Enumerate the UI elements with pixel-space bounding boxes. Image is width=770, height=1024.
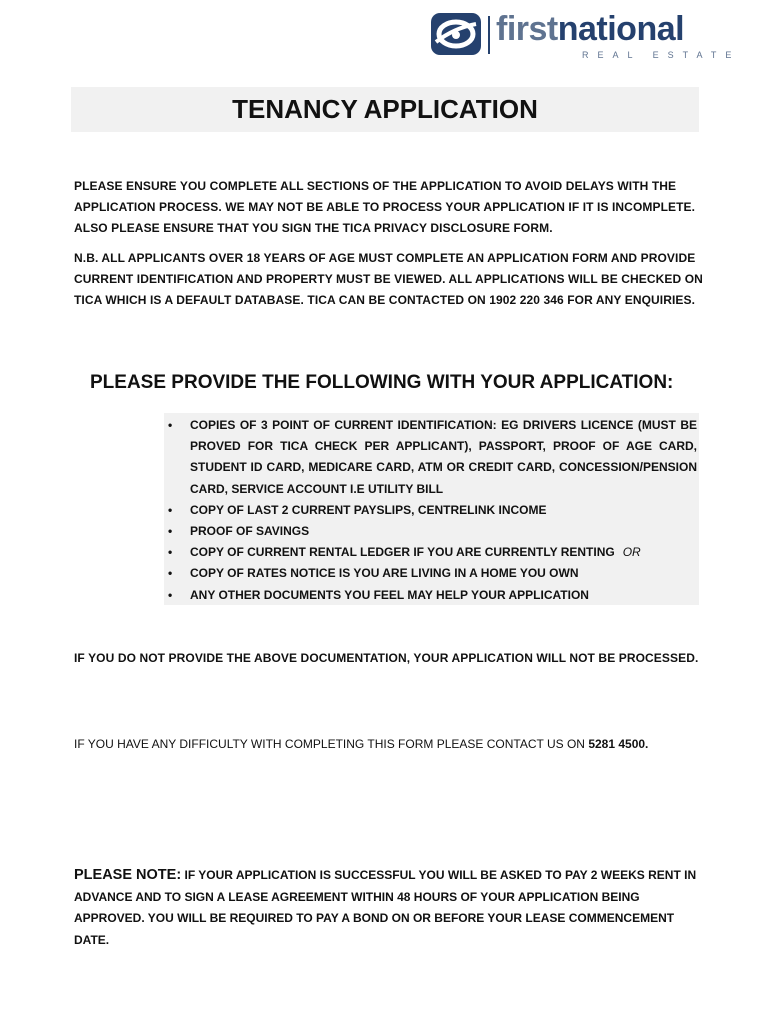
- note-text: IF YOUR APPLICATION IS SUCCESSFUL YOU WILL BE ASKED TO PAY 2 WEEKS RENT IN ADVANCE AND TO SIGN A LEASE AGREEMENT WITHIN 48 HOURS OF YOUR APPLICATION BEING APPROVED. YOU WILL BE REQUIRED TO PAY A BOND ON OR BEFORE YOUR LEASE COMMENCEMENT DATE.: [74, 868, 697, 947]
- bullet-icon: •: [168, 502, 173, 517]
- contact-line: [74, 734, 648, 755]
- page-title: TENANCY APPLICATION: [71, 87, 699, 132]
- logo-word-first: first: [496, 10, 558, 48]
- list-item: [164, 521, 699, 542]
- or-label: OR: [622, 545, 641, 560]
- bullet-icon: •: [168, 545, 173, 560]
- documents-box: [164, 413, 699, 605]
- list-item: [164, 542, 699, 563]
- note-paragraph: [74, 865, 706, 951]
- document-text: PROOF OF SAVINGS: [190, 524, 310, 539]
- bullet-icon: •: [168, 418, 173, 432]
- note-label: PLEASE NOTE:: [74, 867, 182, 883]
- bullet-icon: •: [168, 524, 173, 539]
- logo-wordmark: [496, 10, 684, 49]
- company-logo: [430, 10, 741, 60]
- logo-subtitle: REAL ESTATE: [582, 50, 741, 60]
- document-text: COPIES OF 3 POINT OF CURRENT IDENTIFICATION: EG DRIVERS LICENCE (MUST BE PROVED FOR TICA CHECK PER APPLICANT), PASSPORT, PROOF OF AGE CARD, STUDENT ID CARD, MEDICARE CARD, ATM OR CREDIT CARD, CONCESSION/PENSION CARD, SERVICE ACCOUNT I.E UTILITY BILL: [190, 418, 697, 496]
- intro-paragraph: PLEASE ENSURE YOU COMPLETE ALL SECTIONS OF THE APPLICATION TO AVOID DELAYS WITH THE APPLICATION PROCESS. WE MAY NOT BE ABLE TO PROCESS YOUR APPLICATION IF IT IS INCOMPLETE. ALSO PLEASE ENSURE THAT YOU SIGN THE TICA PRIVACY DISCLOSURE FORM.: [74, 179, 696, 235]
- logo-divider: [488, 16, 490, 54]
- bullet-icon: •: [168, 587, 173, 602]
- document-text: COPY OF LAST 2 CURRENT PAYSLIPS, CENTRELINK INCOME: [190, 502, 547, 517]
- list-item: [164, 415, 699, 500]
- list-item: [164, 563, 699, 584]
- warning-paragraph: IF YOU DO NOT PROVIDE THE ABOVE DOCUMENTATION, YOUR APPLICATION WILL NOT BE PROCESSED.: [74, 651, 699, 665]
- list-item: [164, 585, 699, 606]
- logo-word-national: national: [557, 10, 685, 48]
- list-item: [164, 500, 699, 521]
- bullet-icon: •: [168, 566, 173, 581]
- contact-number: 5281 4500.: [588, 737, 649, 751]
- document-text: COPY OF CURRENT RENTAL LEDGER IF YOU ARE CURRENTLY RENTING: [190, 545, 615, 560]
- nb-paragraph: N.B. ALL APPLICANTS OVER 18 YEARS OF AGE MUST COMPLETE AN APPLICATION FORM AND PROVIDE CURRENT IDENTIFICATION AND PROPERTY MUST BE VIEWED. ALL APPLICATIONS WILL BE CHECKED ON TICA WHICH IS A DEFAULT DATABASE. TICA CAN BE CONTACTED ON 1902 220 346 FOR ANY ENQUIRIES.: [74, 251, 703, 307]
- logo-mark-icon: [430, 12, 482, 56]
- contact-text: IF YOU HAVE ANY DIFFICULTY WITH COMPLETING THIS FORM PLEASE CONTACT US ON: [74, 737, 585, 751]
- document-text: ANY OTHER DOCUMENTS YOU FEEL MAY HELP YOUR APPLICATION: [190, 587, 589, 602]
- documents-list: [164, 413, 699, 606]
- provide-heading: PLEASE PROVIDE THE FOLLOWING WITH YOUR APPLICATION:: [90, 372, 674, 393]
- document-text: COPY OF RATES NOTICE IS YOU ARE LIVING IN A HOME YOU OWN: [190, 566, 579, 581]
